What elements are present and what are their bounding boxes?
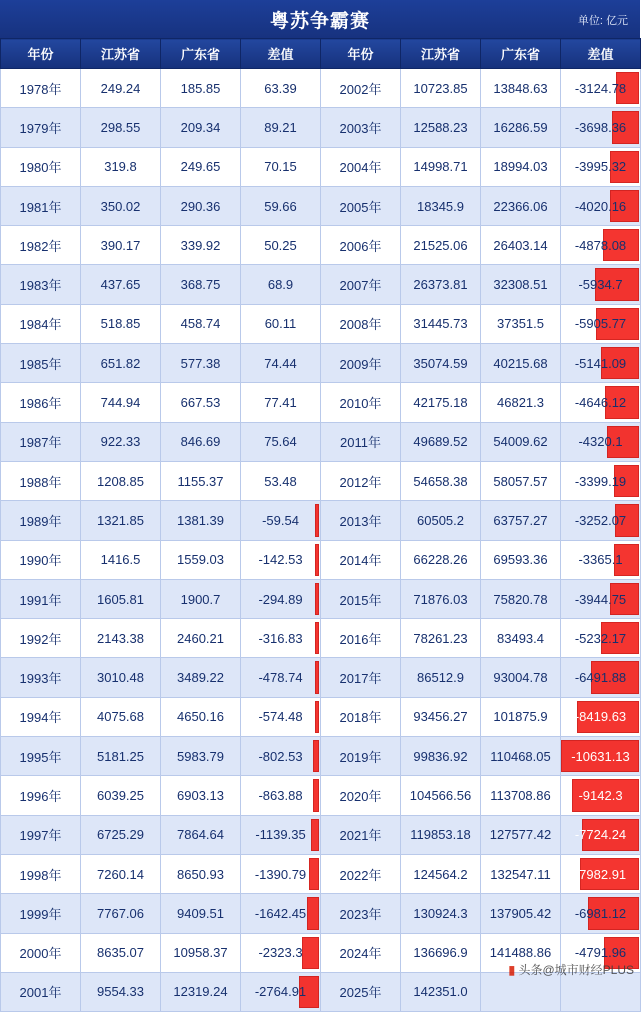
cell-year-left: 1993年 [1,658,81,697]
table-row [1,697,641,736]
cell-jiangsu-left: 4075.68 [81,697,161,736]
table-header-row [1,39,641,69]
diff-value: 89.21 [264,119,297,135]
diff-value: -316.83 [258,630,303,646]
cell-guangdong-right: 37351.5 [481,304,561,343]
diff-value: -2764.91 [254,984,307,1000]
cell-year-left: 2001年 [1,972,81,1011]
diff-value: -3252.07 [574,512,627,528]
diff-value: -6981.12 [574,905,627,921]
col-header-guangdong-left: 广东省 [161,39,241,69]
col-header-year-left: 年份 [1,39,81,69]
cell-jiangsu-left: 390.17 [81,226,161,265]
cell-guangdong-right: 101875.9 [481,697,561,736]
table-row [1,422,641,461]
cell-jiangsu-left: 7260.14 [81,854,161,893]
diff-bar [313,740,319,772]
page-title: 粤苏争霸赛 [269,10,370,32]
diff-value: -294.89 [258,591,303,607]
table-row [1,658,641,697]
cell-year-left: 2000年 [1,933,81,972]
cell-jiangsu-left: 1416.5 [81,540,161,579]
cell-jiangsu-right: 66228.26 [401,540,481,579]
cell-year-right: 2005年 [321,186,401,225]
cell-guangdong-right: 58057.57 [481,461,561,500]
cell-jiangsu-left: 1321.85 [81,501,161,540]
cell-year-left: 1996年 [1,776,81,815]
cell-guangdong-left: 185.85 [161,69,241,108]
cell-diff-left [241,422,321,461]
diff-bar [315,583,319,615]
cell-guangdong-left: 12319.24 [161,972,241,1011]
cell-jiangsu-left: 437.65 [81,265,161,304]
cell-diff-right [561,579,641,618]
cell-year-right: 2008年 [321,304,401,343]
cell-jiangsu-left: 1208.85 [81,461,161,500]
cell-year-left: 1987年 [1,422,81,461]
cell-guangdong-right: 75820.78 [481,579,561,618]
cell-jiangsu-right: 142351.0 [401,972,481,1011]
cell-year-left: 1990年 [1,540,81,579]
cell-diff-left [241,304,321,343]
cell-diff-right [561,422,641,461]
cell-jiangsu-right: 71876.03 [401,579,481,618]
table-row [1,461,641,500]
cell-guangdong-right: 141488.86 [481,933,561,972]
table-row [1,854,641,893]
cell-diff-left [241,540,321,579]
diff-bar [302,937,319,969]
diff-bar [311,819,319,851]
cell-guangdong-left: 458.74 [161,304,241,343]
cell-year-right: 2025年 [321,972,401,1011]
diff-value: -7724.24 [574,827,627,843]
cell-jiangsu-left: 249.24 [81,69,161,108]
diff-value: -5905.77 [574,316,627,332]
cell-diff-left [241,737,321,776]
cell-guangdong-right: 110468.05 [481,737,561,776]
cell-diff-left [241,972,321,1011]
diff-value: -478.74 [258,670,303,686]
cell-diff-right [561,186,641,225]
col-header-year-right: 年份 [321,39,401,69]
diff-value: -1390.79 [254,866,307,882]
diff-bar [307,897,319,929]
diff-bar [315,544,319,576]
diff-value: 63.39 [264,80,297,96]
diff-bar [313,779,319,811]
cell-jiangsu-right: 12588.23 [401,108,481,147]
cell-guangdong-left: 1900.7 [161,579,241,618]
cell-diff-left [241,461,321,500]
cell-jiangsu-right: 60505.2 [401,501,481,540]
cell-guangdong-left: 339.92 [161,226,241,265]
cell-jiangsu-right: 21525.06 [401,226,481,265]
cell-guangdong-left: 2460.21 [161,619,241,658]
diff-value: -4320.1 [578,434,623,450]
table-row [1,579,641,618]
cell-jiangsu-right: 78261.23 [401,619,481,658]
col-header-guangdong-right: 广东省 [481,39,561,69]
cell-year-left: 1988年 [1,461,81,500]
cell-jiangsu-right: 99836.92 [401,737,481,776]
diff-bar [315,504,319,536]
cell-year-left: 1979年 [1,108,81,147]
cell-diff-left [241,344,321,383]
cell-diff-right [561,776,641,815]
cell-guangdong-right: 93004.78 [481,658,561,697]
col-header-jiangsu-left: 江苏省 [81,39,161,69]
cell-diff-left [241,815,321,854]
cell-diff-right [561,147,641,186]
diff-value: -5141.09 [574,355,627,371]
cell-diff-left [241,69,321,108]
cell-diff-right [561,737,641,776]
cell-diff-right [561,619,641,658]
col-header-diff-right: 差值 [561,39,641,69]
cell-year-right: 2016年 [321,619,401,658]
cell-diff-left [241,697,321,736]
cell-year-left: 1981年 [1,186,81,225]
cell-diff-left [241,894,321,933]
diff-value: -4646.12 [574,395,627,411]
cell-year-right: 2007年 [321,265,401,304]
watermark [509,961,634,978]
cell-year-right: 2006年 [321,226,401,265]
cell-guangdong-right: 18994.03 [481,147,561,186]
cell-year-left: 1985年 [1,344,81,383]
cell-year-right: 2023年 [321,894,401,933]
cell-guangdong-left: 846.69 [161,422,241,461]
cell-diff-right [561,265,641,304]
cell-jiangsu-left: 7767.06 [81,894,161,933]
cell-jiangsu-left: 3010.48 [81,658,161,697]
cell-jiangsu-right: 124564.2 [401,854,481,893]
cell-jiangsu-left: 1605.81 [81,579,161,618]
cell-jiangsu-right: 18345.9 [401,186,481,225]
cell-jiangsu-left: 8635.07 [81,933,161,972]
cell-guangdong-right: 40215.68 [481,344,561,383]
cell-diff-left [241,619,321,658]
diff-value: -863.88 [258,787,303,803]
cell-diff-right [561,815,641,854]
cell-guangdong-right: 113708.86 [481,776,561,815]
cell-year-left: 1989年 [1,501,81,540]
cell-year-left: 1998年 [1,854,81,893]
cell-diff-right [561,540,641,579]
cell-year-left: 1986年 [1,383,81,422]
table-row [1,972,641,1011]
cell-guangdong-right: 26403.14 [481,226,561,265]
diff-bar [315,622,319,654]
diff-value: -3365.1 [578,552,623,568]
cell-guangdong-left: 1155.37 [161,461,241,500]
cell-guangdong-left: 8650.93 [161,854,241,893]
diff-value: -142.53 [258,552,303,568]
cell-diff-left [241,226,321,265]
cell-diff-left [241,383,321,422]
table-row [1,265,641,304]
cell-jiangsu-right: 26373.81 [401,265,481,304]
cell-year-right: 2011年 [321,422,401,461]
cell-jiangsu-left: 922.33 [81,422,161,461]
cell-diff-right [561,383,641,422]
cell-jiangsu-left: 298.55 [81,108,161,147]
cell-year-right: 2009年 [321,344,401,383]
cell-jiangsu-right: 31445.73 [401,304,481,343]
cell-diff-right [561,854,641,893]
cell-diff-left [241,658,321,697]
diff-value: -5232.17 [574,630,627,646]
cell-year-right: 2010年 [321,383,401,422]
cell-diff-left [241,776,321,815]
cell-guangdong-right: 54009.62 [481,422,561,461]
cell-guangdong-left: 6903.13 [161,776,241,815]
cell-jiangsu-right: 54658.38 [401,461,481,500]
cell-diff-left [241,265,321,304]
cell-diff-right [561,461,641,500]
cell-guangdong-right: 63757.27 [481,501,561,540]
cell-jiangsu-right: 130924.3 [401,894,481,933]
cell-diff-right [561,894,641,933]
table-row [1,501,641,540]
diff-value: -10631.13 [571,748,630,764]
cell-year-left: 1991年 [1,579,81,618]
diff-value: -3995.32 [574,159,627,175]
diff-value: -1139.35 [255,827,306,843]
diff-value: -5934.7 [578,277,623,293]
cell-jiangsu-left: 518.85 [81,304,161,343]
table-row [1,108,641,147]
cell-jiangsu-right: 104566.56 [401,776,481,815]
diff-value: 53.48 [264,473,297,489]
cell-guangdong-left: 4650.16 [161,697,241,736]
cell-guangdong-right: 46821.3 [481,383,561,422]
diff-value: 74.44 [264,355,297,371]
cell-guangdong-right: 22366.06 [481,186,561,225]
cell-jiangsu-left: 651.82 [81,344,161,383]
diff-bar [309,858,319,890]
table-row [1,147,641,186]
table-row [1,894,641,933]
cell-year-right: 2020年 [321,776,401,815]
cell-year-right: 2018年 [321,697,401,736]
diff-value: -1642.45 [254,905,307,921]
cell-year-left: 1980年 [1,147,81,186]
cell-diff-right [561,226,641,265]
table-row [1,186,641,225]
diff-value: -8419.63 [574,709,627,725]
cell-jiangsu-right: 49689.52 [401,422,481,461]
diff-value: 68.9 [267,277,294,293]
table-row [1,540,641,579]
cell-guangdong-right [481,972,561,1011]
cell-jiangsu-right: 93456.27 [401,697,481,736]
cell-year-right: 2004年 [321,147,401,186]
cell-jiangsu-left: 6725.29 [81,815,161,854]
diff-value: -59.54 [262,512,299,528]
cell-jiangsu-left: 350.02 [81,186,161,225]
table-row [1,226,641,265]
cell-diff-left [241,108,321,147]
cell-year-right: 2015年 [321,579,401,618]
diff-value: -802.53 [258,748,303,764]
cell-guangdong-right: 13848.63 [481,69,561,108]
table-row [1,815,641,854]
cell-guangdong-right: 137905.42 [481,894,561,933]
cell-guangdong-left: 368.75 [161,265,241,304]
diff-value: 50.25 [264,237,297,253]
cell-jiangsu-right: 14998.71 [401,147,481,186]
comparison-table [0,38,641,1012]
diff-value: 70.15 [264,159,297,175]
cell-jiangsu-right: 136696.9 [401,933,481,972]
table-row [1,344,641,383]
cell-guangdong-left: 1381.39 [161,501,241,540]
cell-year-left: 1984年 [1,304,81,343]
table-row [1,737,641,776]
cell-diff-right [561,344,641,383]
cell-year-right: 2002年 [321,69,401,108]
diff-value: -7982.91 [574,866,627,882]
cell-diff-right [561,304,641,343]
cell-diff-right [561,697,641,736]
watermark-logo: ▮ [508,963,516,977]
table-row [1,383,641,422]
col-header-diff-left: 差值 [241,39,321,69]
cell-guangdong-left: 577.38 [161,344,241,383]
cell-guangdong-left: 249.65 [161,147,241,186]
cell-diff-right [561,501,641,540]
cell-jiangsu-right: 10723.85 [401,69,481,108]
cell-jiangsu-left: 6039.25 [81,776,161,815]
cell-year-left: 1992年 [1,619,81,658]
cell-guangdong-left: 1559.03 [161,540,241,579]
diff-value: -4020.16 [574,198,627,214]
cell-year-right: 2022年 [321,854,401,893]
cell-year-left: 1983年 [1,265,81,304]
cell-diff-left [241,147,321,186]
cell-diff-right [561,658,641,697]
cell-guangdong-right: 16286.59 [481,108,561,147]
cell-year-right: 2013年 [321,501,401,540]
diff-bar [315,661,319,693]
cell-guangdong-left: 290.36 [161,186,241,225]
cell-guangdong-left: 667.53 [161,383,241,422]
cell-year-right: 2021年 [321,815,401,854]
diff-value: -9142.3 [578,787,623,803]
diff-value: -3698.36 [574,119,627,135]
table-row [1,776,641,815]
cell-guangdong-right: 32308.51 [481,265,561,304]
cell-year-left: 1997年 [1,815,81,854]
cell-guangdong-right: 127577.42 [481,815,561,854]
cell-guangdong-left: 10958.37 [161,933,241,972]
table-body [1,69,641,1012]
cell-year-right: 2019年 [321,737,401,776]
cell-jiangsu-left: 5181.25 [81,737,161,776]
cell-year-right: 2024年 [321,933,401,972]
title-bar [0,0,640,38]
table-row [1,304,641,343]
cell-diff-left [241,501,321,540]
diff-value: 59.66 [264,198,297,214]
diff-value: -4878.08 [574,237,627,253]
cell-diff-right [561,972,641,1011]
col-header-jiangsu-right: 江苏省 [401,39,481,69]
cell-guangdong-right: 83493.4 [481,619,561,658]
cell-guangdong-right: 69593.36 [481,540,561,579]
cell-year-left: 1995年 [1,737,81,776]
cell-year-left: 1978年 [1,69,81,108]
diff-value: -3399.19 [574,473,627,489]
cell-jiangsu-left: 9554.33 [81,972,161,1011]
cell-jiangsu-left: 2143.38 [81,619,161,658]
unit-label: 单位: 亿元 [577,15,628,27]
cell-jiangsu-right: 119853.18 [401,815,481,854]
cell-diff-right [561,69,641,108]
diff-value: 60.11 [264,316,297,332]
cell-diff-left [241,579,321,618]
cell-guangdong-right: 132547.11 [481,854,561,893]
cell-jiangsu-left: 319.8 [81,147,161,186]
cell-year-right: 2003年 [321,108,401,147]
table-row [1,619,641,658]
cell-year-right: 2012年 [321,461,401,500]
cell-guangdong-left: 209.34 [161,108,241,147]
watermark-text: 头条@城市财经PLUS [518,963,634,977]
diff-value: -2323.3 [258,945,303,961]
diff-value: -6491.88 [574,670,627,686]
cell-guangdong-left: 5983.79 [161,737,241,776]
cell-guangdong-left: 3489.22 [161,658,241,697]
diff-value: -3944.75 [574,591,627,607]
cell-jiangsu-right: 42175.18 [401,383,481,422]
cell-guangdong-left: 9409.51 [161,894,241,933]
diff-value: -3124.78 [574,80,627,96]
diff-value: 77.41 [264,395,297,411]
cell-year-left: 1994年 [1,697,81,736]
cell-jiangsu-right: 86512.9 [401,658,481,697]
cell-jiangsu-left: 744.94 [81,383,161,422]
cell-diff-right [561,108,641,147]
cell-diff-left [241,933,321,972]
cell-jiangsu-right: 35074.59 [401,344,481,383]
cell-guangdong-left: 7864.64 [161,815,241,854]
diff-bar [315,701,319,733]
cell-year-left: 1982年 [1,226,81,265]
cell-diff-left [241,186,321,225]
cell-year-right: 2014年 [321,540,401,579]
cell-year-left: 1999年 [1,894,81,933]
diff-value: -4791.96 [574,945,627,961]
table-row [1,69,641,108]
cell-diff-left [241,854,321,893]
diff-value: -574.48 [258,709,303,725]
diff-value: 75.64 [264,434,297,450]
cell-year-right: 2017年 [321,658,401,697]
